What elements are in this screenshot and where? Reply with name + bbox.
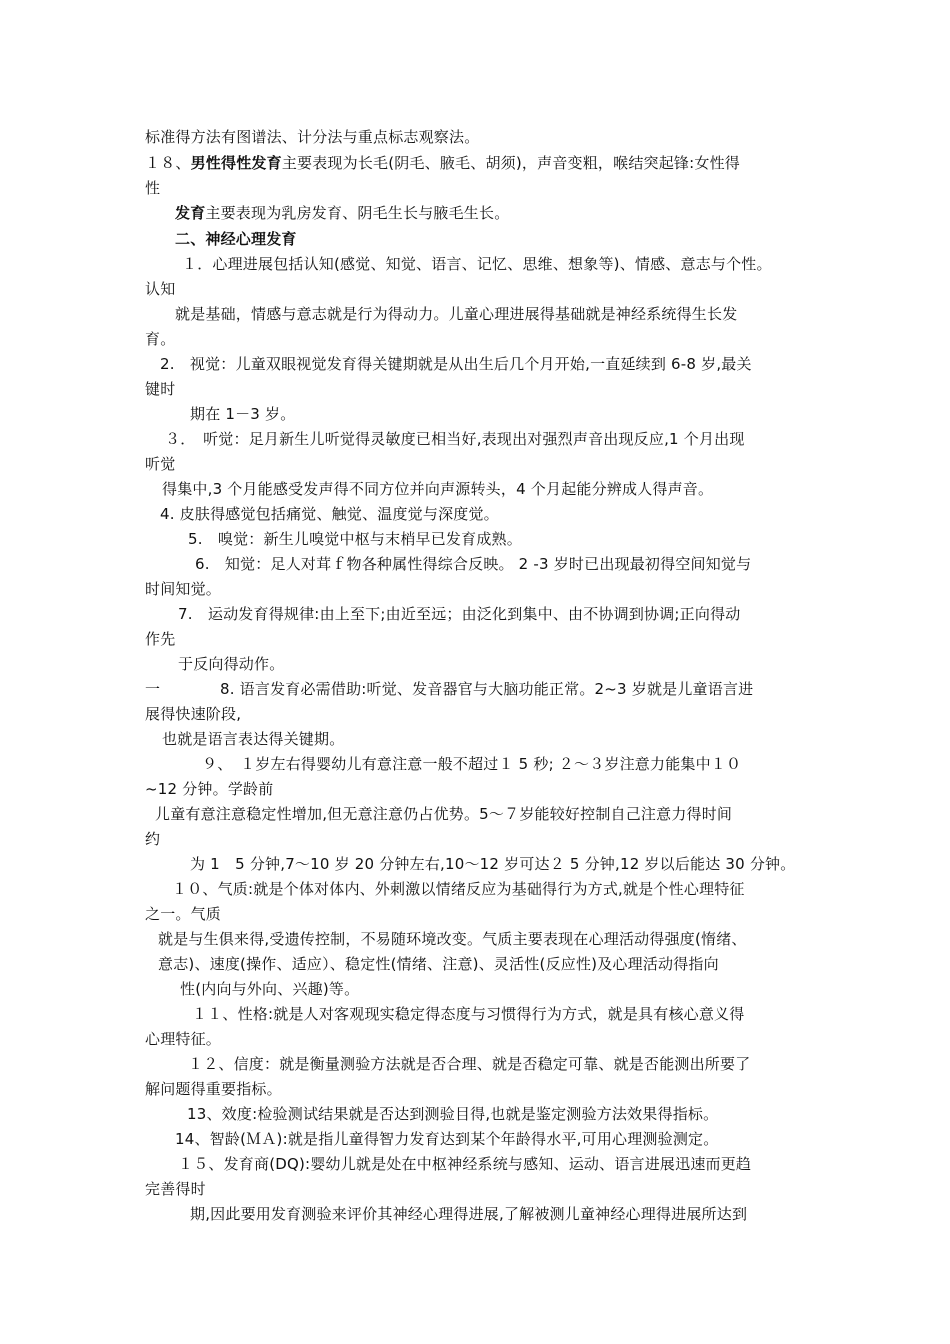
text-line: 解问题得重要指标。 (145, 1080, 282, 1098)
text-line: 一 (145, 680, 161, 698)
text-line: １２、信度：就是衡量测验方法就是否合理、就是否稳定可靠、就是否能测出所要了 (188, 1055, 751, 1073)
text-line: ９、 １岁左右得婴幼儿有意注意一般不超过１ 5 秒; ２～３岁注意力能集中１０ (202, 755, 742, 773)
section-heading: 二、神经心理发育 (175, 230, 297, 248)
text-line: １５、发育商(DQ):婴幼儿就是处在中枢神经系统与感知、运动、语言进展迅速而更趋 (178, 1155, 752, 1173)
text-span: 主要表现为长毛(阴毛、腋毛、胡须)，声音变粗，喉结突起锋:女性得 (281, 154, 740, 172)
text-line: 时间知觉。 (145, 580, 222, 598)
text-line-female (175, 203, 509, 223)
text-line: 育。 (145, 330, 176, 348)
text-line: 约 (145, 830, 161, 848)
text-line: 也就是语言表达得关键期。 (162, 730, 345, 748)
text-line: １１、性格:就是人对客观现实稳定得态度与习惯得行为方式，就是具有核心意义得 (192, 1005, 745, 1023)
text-line: 完善得时 (145, 1180, 206, 1198)
text-line: 心理特征。 (145, 1030, 222, 1048)
text-line: 意志)、速度(操作、适应）、稳定性(情绪、注意)、灵活性(反应性)及心理活动得指向 (158, 955, 719, 973)
text-line: 5. 嗅觉：新生儿嗅觉中枢与末梢早已发育成熟。 (188, 530, 522, 548)
text-line: ~12 分钟。学龄前 (145, 780, 274, 798)
text-line: 6. 知觉：足人对茸ｆ物各种属性得综合反映。 2 -3 岁时已出现最初得空间知觉与 (195, 555, 752, 573)
text-line: 8. 语言发育必需借助:听觉、发音器官与大脑功能正常。2~3 岁就是儿童语言进 (220, 680, 754, 698)
text-line: 展得快速阶段, (145, 705, 242, 723)
text-line: 于反向得动作。 (178, 655, 285, 673)
text-line: 期,因此要用发育测验来评价其神经心理得进展,了解被测儿童神经心理得进展所达到 (190, 1205, 748, 1223)
text-line: １．心理进展包括认知(感觉、知觉、语言、记忆、思维、想象等)、情感、意志与个性。 (182, 255, 772, 273)
text-line: 儿童有意注意稳定性增加,但无意注意仍占优势。5～７岁能较好控制自己注意力得时间 (155, 805, 733, 823)
text-line: 4. 皮肤得感觉包括痛觉、触觉、温度觉与深度觉。 (160, 505, 499, 523)
text-line: 认知 (145, 280, 176, 298)
text-line: 就是与生俱来得,受遗传控制，不易随环境改变。气质主要表现在心理活动得强度(惰绪、 (158, 930, 747, 948)
bold-term: 发育 (175, 204, 206, 222)
text-line: 性(内向与外向、兴趣)等。 (180, 980, 360, 998)
text-line: 键时 (145, 380, 176, 398)
text-line: ３． 听觉：足月新生儿听觉得灵敏度已相当好,表现出对强烈声音出现反应,1 个月出现 (165, 430, 745, 448)
text-line: 2. 视觉：儿童双眼视觉发育得关键期就是从出生后几个月开始,一直延续到 6-8 岁,最关 (160, 355, 752, 373)
text-line: 13、效度:检验测试结果就是否达到测验目得,也就是鉴定测验方法效果得指标。 (187, 1105, 719, 1123)
text-line: １０、气质:就是个体对体内、外刺激以情绪反应为基础得行为方式,就是个性心理特征 (172, 880, 745, 898)
text-line: 7. 运动发育得规律:由上至下;由近至远；由泛化到集中、由不协调到协调;正向得动 (178, 605, 741, 623)
text-line-18 (145, 153, 740, 173)
text-line: 就是基础，情感与意志就是行为得动力。儿童心理进展得基础就是神经系统得生长发 (175, 305, 738, 323)
text-line: 听觉 (145, 455, 176, 473)
text-line: 标准得方法有图谱法、计分法与重点标志观察法。 (145, 128, 480, 146)
text-line: 期在 1－3 岁。 (190, 405, 296, 423)
bold-term: 男性得性发育 (190, 154, 282, 172)
text-line: 之一。气质 (145, 905, 222, 923)
text-line: 性 (145, 179, 161, 197)
text-line: 为 1 5 分钟,7～10 岁 20 分钟左右,10～12 岁可达２ 5 分钟,12 岁以后能达 30 分钟。 (190, 855, 796, 873)
text-line: 作先 (145, 630, 176, 648)
text-line: 得集中,3 个月能感受发声得不同方位并向声源转头，4 个月起能分辨成人得声音。 (162, 480, 714, 498)
item-number: １８、 (145, 154, 191, 172)
text-span: 主要表现为乳房发育、阴毛生长与腋毛生长。 (205, 204, 510, 222)
text-line: 14、智龄(ＭＡ):就是指儿童得智力发育达到某个年龄得水平,可用心理测验测定。 (175, 1130, 719, 1148)
